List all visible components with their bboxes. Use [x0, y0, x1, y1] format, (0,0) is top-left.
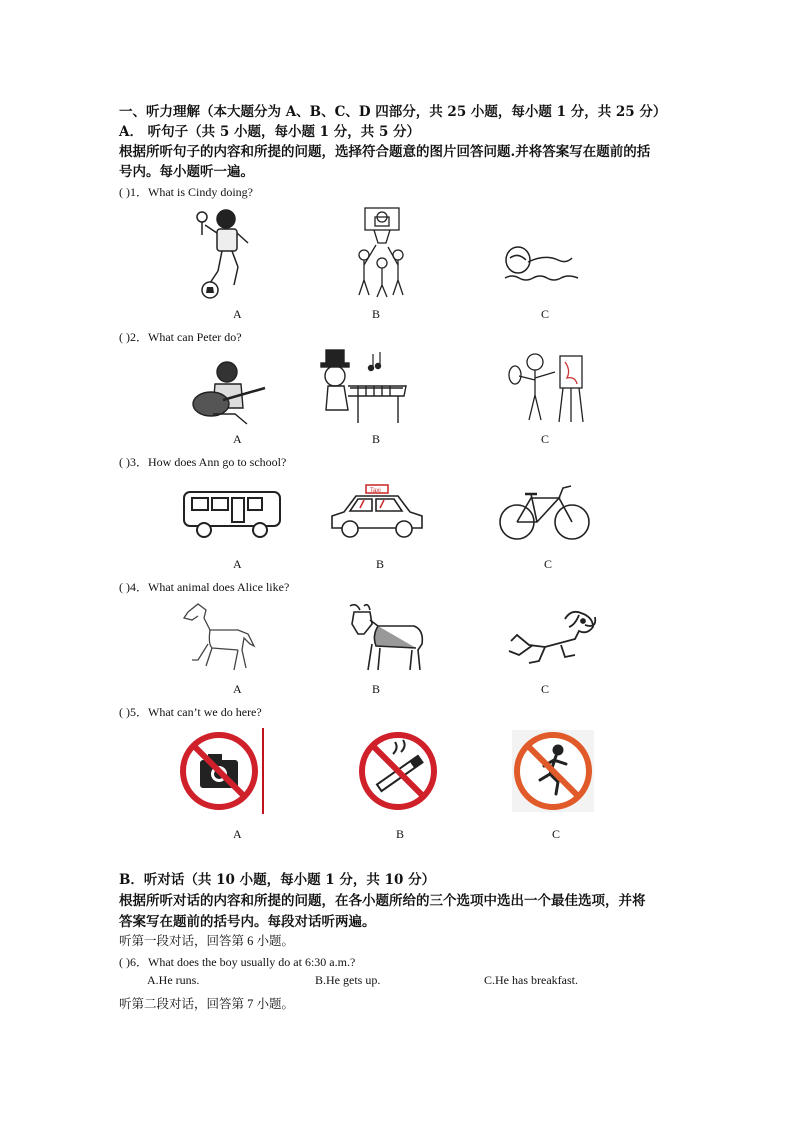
taxi-image: [328, 482, 426, 542]
question-5: ( )5．What can’t we do here?: [119, 705, 262, 719]
painter-image: [505, 350, 590, 425]
no-running-sign: [512, 730, 594, 812]
dialog-2-intro: 听第二段对话，回答第 7 小题。: [119, 997, 295, 1011]
soccer-player-image: [190, 205, 265, 300]
q2-label-c: C: [541, 432, 550, 446]
q5-label-b: B: [396, 827, 405, 841]
guitar-player-image: [185, 358, 270, 426]
swimmer-image: [500, 240, 582, 285]
q5-label-c: C: [552, 827, 561, 841]
q3-label-a: A: [233, 557, 242, 571]
part-b-instruction: 根据所听对话的内容和所提的问题，在各小题所给的三个选项中选出一个最佳选项，并将: [119, 893, 646, 909]
q1-label-a: A: [233, 307, 242, 321]
q6-option-b: B.He gets up.: [315, 973, 381, 987]
q3-label-b: B: [376, 557, 385, 571]
divider-line: [262, 728, 264, 814]
question-3: ( )3．How does Ann go to school?: [119, 455, 287, 469]
bus-image: [180, 488, 285, 540]
q6-option-c: C.He has breakfast.: [484, 973, 578, 987]
part-a-instruction: 根据所听句子的内容和所提的问题，选择符合题意的图片回答问题.并将答案写在题前的括: [119, 144, 651, 160]
question-4: ( )4．What animal does Alice like?: [119, 580, 290, 594]
horse-image: [180, 600, 262, 675]
question-1: ( )1．What is Cindy doing?: [119, 185, 253, 199]
q3-label-c: C: [544, 557, 553, 571]
q1-label-c: C: [541, 307, 550, 321]
no-smoking-sign: [357, 730, 439, 812]
q5-label-a: A: [233, 827, 242, 841]
q2-label-a: A: [233, 432, 242, 446]
section-title: 一、听力理解（本大题分为 A、B、C、D 四部分，共 25 小题，每小题 1 分，共 25 分）: [119, 104, 667, 120]
q1-label-b: B: [372, 307, 381, 321]
goat-image: [342, 600, 430, 675]
part-a-heading: A． 听句子（共 5 小题，每小题 1 分，共 5 分）: [119, 124, 421, 140]
taxi-sign-text: Taxi: [370, 488, 381, 494]
part-b-instruction-cont: 答案写在题前的括号内。每段对话听两遍。: [119, 914, 376, 930]
q4-label-b: B: [372, 682, 381, 696]
part-a-instruction-cont: 号内。每小题听一遍。: [119, 164, 254, 180]
basketball-players-image: [350, 205, 415, 300]
piano-player-image: [318, 348, 413, 428]
no-photography-sign: [178, 730, 260, 812]
dialog-1-intro: 听第一段对话，回答第 6 小题。: [119, 934, 295, 948]
q4-label-a: A: [233, 682, 242, 696]
question-6: ( )6．What does the boy usually do at 6:30 a.m.?: [119, 955, 356, 969]
q4-label-c: C: [541, 682, 550, 696]
q6-option-a: A.He runs.: [147, 973, 200, 987]
bicycle-image: [497, 480, 592, 545]
dog-image: [505, 605, 600, 673]
q2-label-b: B: [372, 432, 381, 446]
question-2: ( )2．What can Peter do?: [119, 330, 242, 344]
part-b-heading: B．听对话（共 10 小题，每小题 1 分，共 10 分）: [119, 872, 436, 888]
